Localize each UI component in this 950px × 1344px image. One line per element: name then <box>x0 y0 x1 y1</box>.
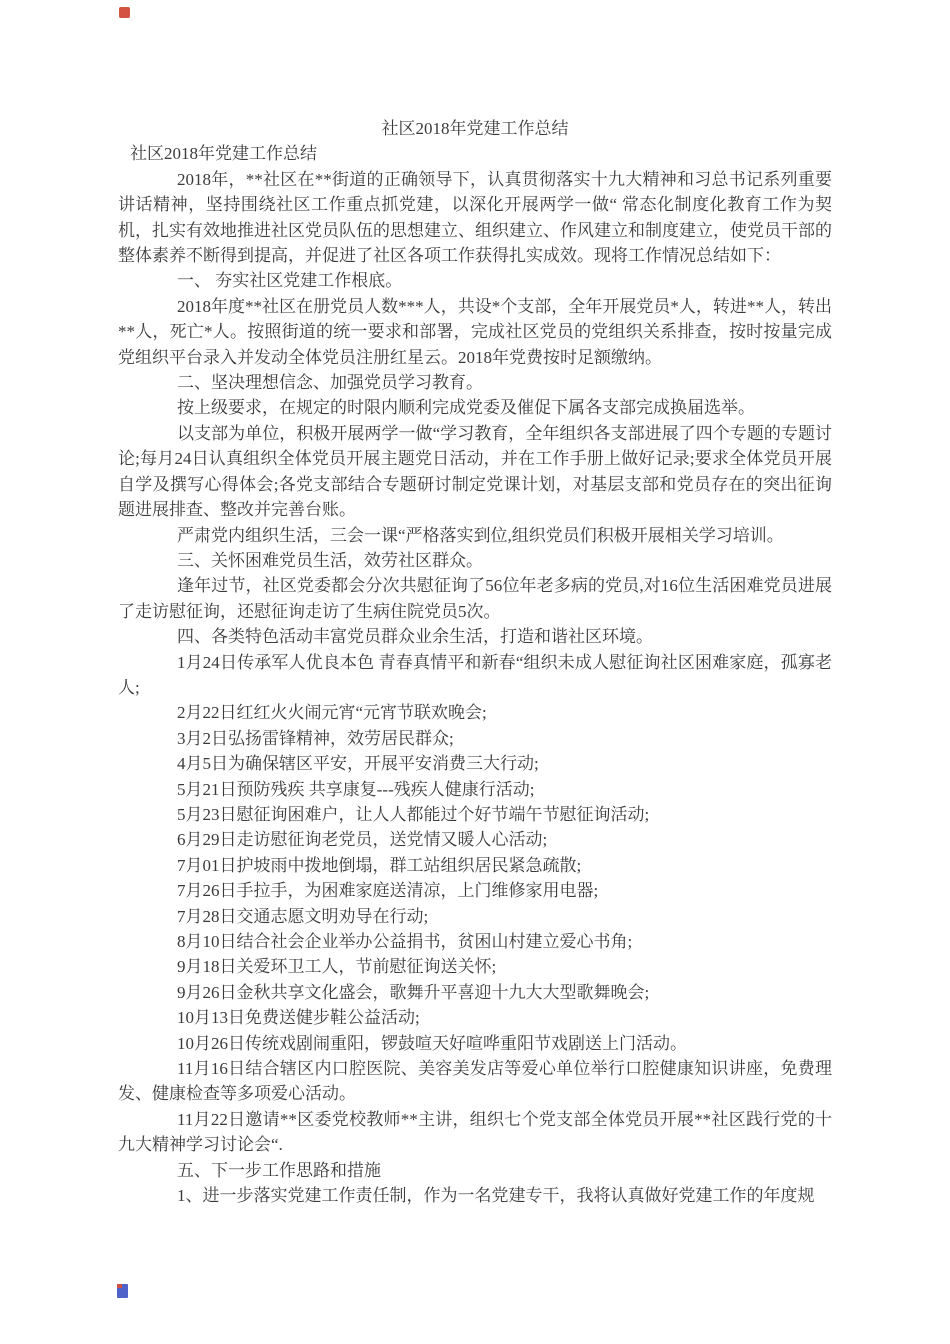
paragraph: 1、进一步落实党建工作责任制，作为一名党建专干，我将认真做好党建工作的年度规 <box>177 1186 815 1206</box>
paragraph: 7月01日护坡雨中拨地倒塌，群工站组织居民紧急疏散; <box>177 855 582 875</box>
paragraph: 一、 夯实社区党建工作根底。 <box>177 271 403 291</box>
document-content <box>118 116 832 1208</box>
red-marker-icon <box>119 7 130 18</box>
paragraph: 1月24日传承军人优良本色 青春真情平和新春“组织未成人慰征询社区困难家庭，孤寡老人; <box>118 652 832 697</box>
paragraph: 4月5日为确保辖区平安，开展平安消费三大行动; <box>177 754 539 774</box>
blue-marker-icon <box>117 1284 128 1298</box>
paragraph: 5月21日预防残疾 共享康复---残疾人健康行活动; <box>177 779 535 799</box>
paragraph: 5月23日慰征询困难户，让人人都能过个好节端午节慰征询活动; <box>177 804 650 824</box>
paragraph: 10月13日免费送健步鞋公益活动; <box>177 1008 420 1028</box>
paragraph: 7月26日手拉手，为困难家庭送清凉，上门维修家用电器; <box>177 881 599 901</box>
paragraph: 三、关怀困难党员生活，效劳社区群众。 <box>177 550 483 570</box>
paragraph: 9月26日金秋共享文化盛会，歌舞升平喜迎十九大大型歌舞晚会; <box>177 982 650 1002</box>
paragraph: 五、下一步工作思路和措施 <box>177 1160 381 1180</box>
paragraph: 11月16日结合辖区内口腔医院、美容美发店等爱心单位举行口腔健康知识讲座，免费理发、健康检查等多项爱心活动。 <box>118 1059 832 1104</box>
paragraph: 严肃党内组织生活，三会一课“严格落实到位,组织党员们积极开展相关学习培训。 <box>177 525 784 545</box>
paragraph: 逢年过节，社区党委都会分次共慰征询了56位年老多病的党员,对16位生活困难党员进展了走访慰征询，还慰征询走访了生病住院党员5次。 <box>118 576 832 621</box>
paragraph: 2018年度**社区在册党员人数***人，共设*个支部，全年开展党员*人，转进**人，转出**人，死亡*人。按照街道的统一要求和部署，完成社区党员的党组织关系排查，按时按量完成党组织平台录入并发动全体党员注册红星云。2018年党费按时足额缴纳。 <box>118 296 832 367</box>
paragraph: 四、各类特色活动丰富党员群众业余生活，打造和谐社区环境。 <box>177 627 653 647</box>
paragraph: 6月29日走访慰征询老党员，送党情又暖人心活动; <box>177 830 548 850</box>
paragraph: 按上级要求，在规定的时限内顺利完成党委及催促下属各支部完成换届选举。 <box>177 398 755 418</box>
paragraph: 社区2018年党建工作总结 <box>130 144 317 164</box>
paragraph: 8月10日结合社会企业举办公益捐书，贫困山村建立爱心书角; <box>177 932 633 951</box>
paragraph: 3月2日弘扬雷锋精神，效劳居民群众; <box>177 728 454 748</box>
paragraph: 二、坚决理想信念、加强党员学习教育。 <box>177 373 483 393</box>
paragraph: 2018年，**社区在**街道的正确领导下，认真贯彻落实十九大精神和习总书记系列重要讲话精神，坚持围绕社区工作重点抓党建，以深化开展两学一做“ 常态化制度化教育工作为契机，扎实有效地推进社区党员队伍的思想建立、组织建立、作风建立和制度建立，使党员干部的整体素养不断得到提高，并促进了社区各项工作获得扎实成效。现将工作情况总结如下： <box>118 169 832 266</box>
paragraph: 以支部为单位，积极开展两学一做“学习教育，全年组织各支部进展了四个专题的专题讨论;每月24日认真组织全体党员开展主题党日活动，并在工作手册上做好记录;要求全体党员开展自学及撰写心得体会;各党支部结合专题研讨制定党课计划，对基层支部和党员存在的突出征询题进展排查、整改并完善台账。 <box>118 423 832 520</box>
paragraph: 2月22日红红火火闹元宵“元宵节联欢晚会; <box>177 703 487 723</box>
document-body <box>118 141 832 1208</box>
paragraph: 9月18日关爱环卫工人，节前慰征询送关怀; <box>177 957 497 977</box>
page-title: 社区2018年党建工作总结 <box>381 119 569 138</box>
paragraph: 11月22日邀请**区委党校教师**主讲，组织七个党支部全体党员开展**社区践行党的十九大精神学习讨论会“. <box>118 1109 832 1155</box>
paragraph: 7月28日交通志愿文明劝导在行动; <box>177 906 429 926</box>
paragraph: 10月26日传统戏剧闹重阳，锣鼓喧天好喧哗重阳节戏剧送上门活动。 <box>177 1033 687 1053</box>
